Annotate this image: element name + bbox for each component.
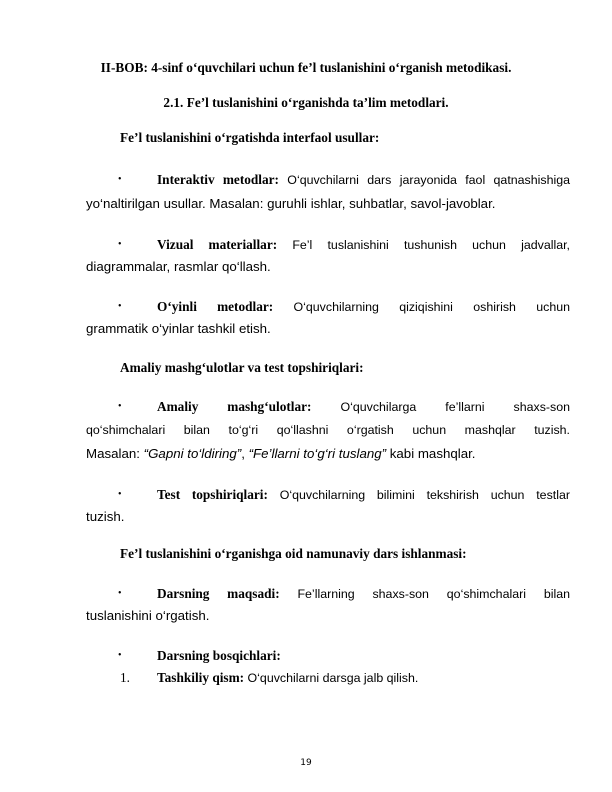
list-item-tests (157, 487, 570, 503)
chapter-title: II-BOB: 4-sinf o‘quvchilari uchun fe’l tuslanishini o‘rganish metodikasi. (100, 60, 512, 75)
item-text: O‘quvchilarning qiziqishini oshirish uchun (273, 300, 570, 314)
heading-lesson-plan: Fe’l tuslanishini o‘rganishga oid namunaviy dars ishlanmasi: (120, 546, 467, 561)
item-text: Fe’l tuslanishini tushunish uchun jadvallar, (277, 238, 570, 252)
item-continuation: yo‘naltirilgan usullar. Masalan: guruhli ishlar, suhbatlar, savol-javoblar. (86, 196, 496, 211)
item-label: Amaliy mashg‘ulotlar: (157, 399, 312, 414)
heading-practical-tasks: Amaliy mashg‘ulotlar va test topshiriqlari: (120, 360, 364, 375)
example-1: “Gapni to‘ldiring” (143, 446, 242, 461)
list-number: 1. (120, 670, 130, 685)
numbered-item-organizational (157, 670, 418, 686)
example-prefix: Masalan: (86, 446, 144, 461)
item-text: O‘quvchilarni dars jarayonida faol qatnashishiga (278, 173, 571, 187)
item-continuation: grammatik o‘yinlar tashkil etish. (86, 321, 271, 336)
list-item-lesson-stages: Darsning bosqichlari: (157, 648, 281, 663)
list-item-interactive-methods (157, 172, 570, 188)
item-text: Fe’llarning shaxs-son qo‘shimchalari bilan (279, 587, 570, 601)
bullet-marker: • (118, 301, 122, 312)
list-item-visual-materials (157, 237, 570, 253)
item-label: Tashkiliy qism: (157, 670, 245, 685)
item-text: O‘quvchilarni darsga jalb qilish. (244, 671, 419, 685)
example-2: “Fe’llarni to‘g‘ri tuslang” (248, 446, 387, 461)
example-tail: kabi mashqlar. (386, 446, 476, 461)
item-label: O‘yinli metodlar: (157, 299, 274, 314)
item-label: Interaktiv metodlar: (157, 172, 279, 187)
item-continuation: tuslanishini o‘rgatish. (86, 608, 210, 623)
item-text: O‘quvchilarning bilimini tekshirish uchun testlar (267, 488, 570, 502)
bullet-marker: • (118, 401, 122, 412)
item-text: O‘quvchilarga fe’llarni shaxs-son (311, 400, 570, 414)
item-continuation: diagrammalar, rasmlar qo‘llash. (86, 259, 271, 274)
bullet-marker: • (118, 650, 122, 661)
item-continuation: tuzish. (86, 509, 125, 524)
example-separator: , (241, 446, 249, 461)
bullet-marker: • (118, 489, 122, 500)
bullet-marker: • (118, 239, 122, 250)
section-title: 2.1. Fe’l tuslanishini o‘rganishda ta’lim metodlari. (163, 95, 449, 110)
page-number: 19 (300, 758, 312, 768)
item-label: Darsning maqsadi: (157, 586, 280, 601)
bullet-marker: • (118, 588, 122, 599)
item-label: Test topshiriqlari: (157, 487, 268, 502)
list-item-lesson-goal (157, 586, 570, 602)
heading-interactive-methods: Fe’l tuslanishini o‘rgatishda interfaol usullar: (120, 130, 380, 145)
item-continuation: qo‘shimchalari bilan to‘g‘ri qo‘llashni o‘rgatish uchun mashqlar tuzish. (86, 423, 570, 437)
item-example-line (86, 446, 476, 462)
bullet-marker: • (118, 174, 122, 185)
item-label: Vizual materiallar: (157, 237, 278, 252)
list-item-game-methods (157, 299, 570, 315)
list-item-practical-exercises (157, 399, 570, 415)
